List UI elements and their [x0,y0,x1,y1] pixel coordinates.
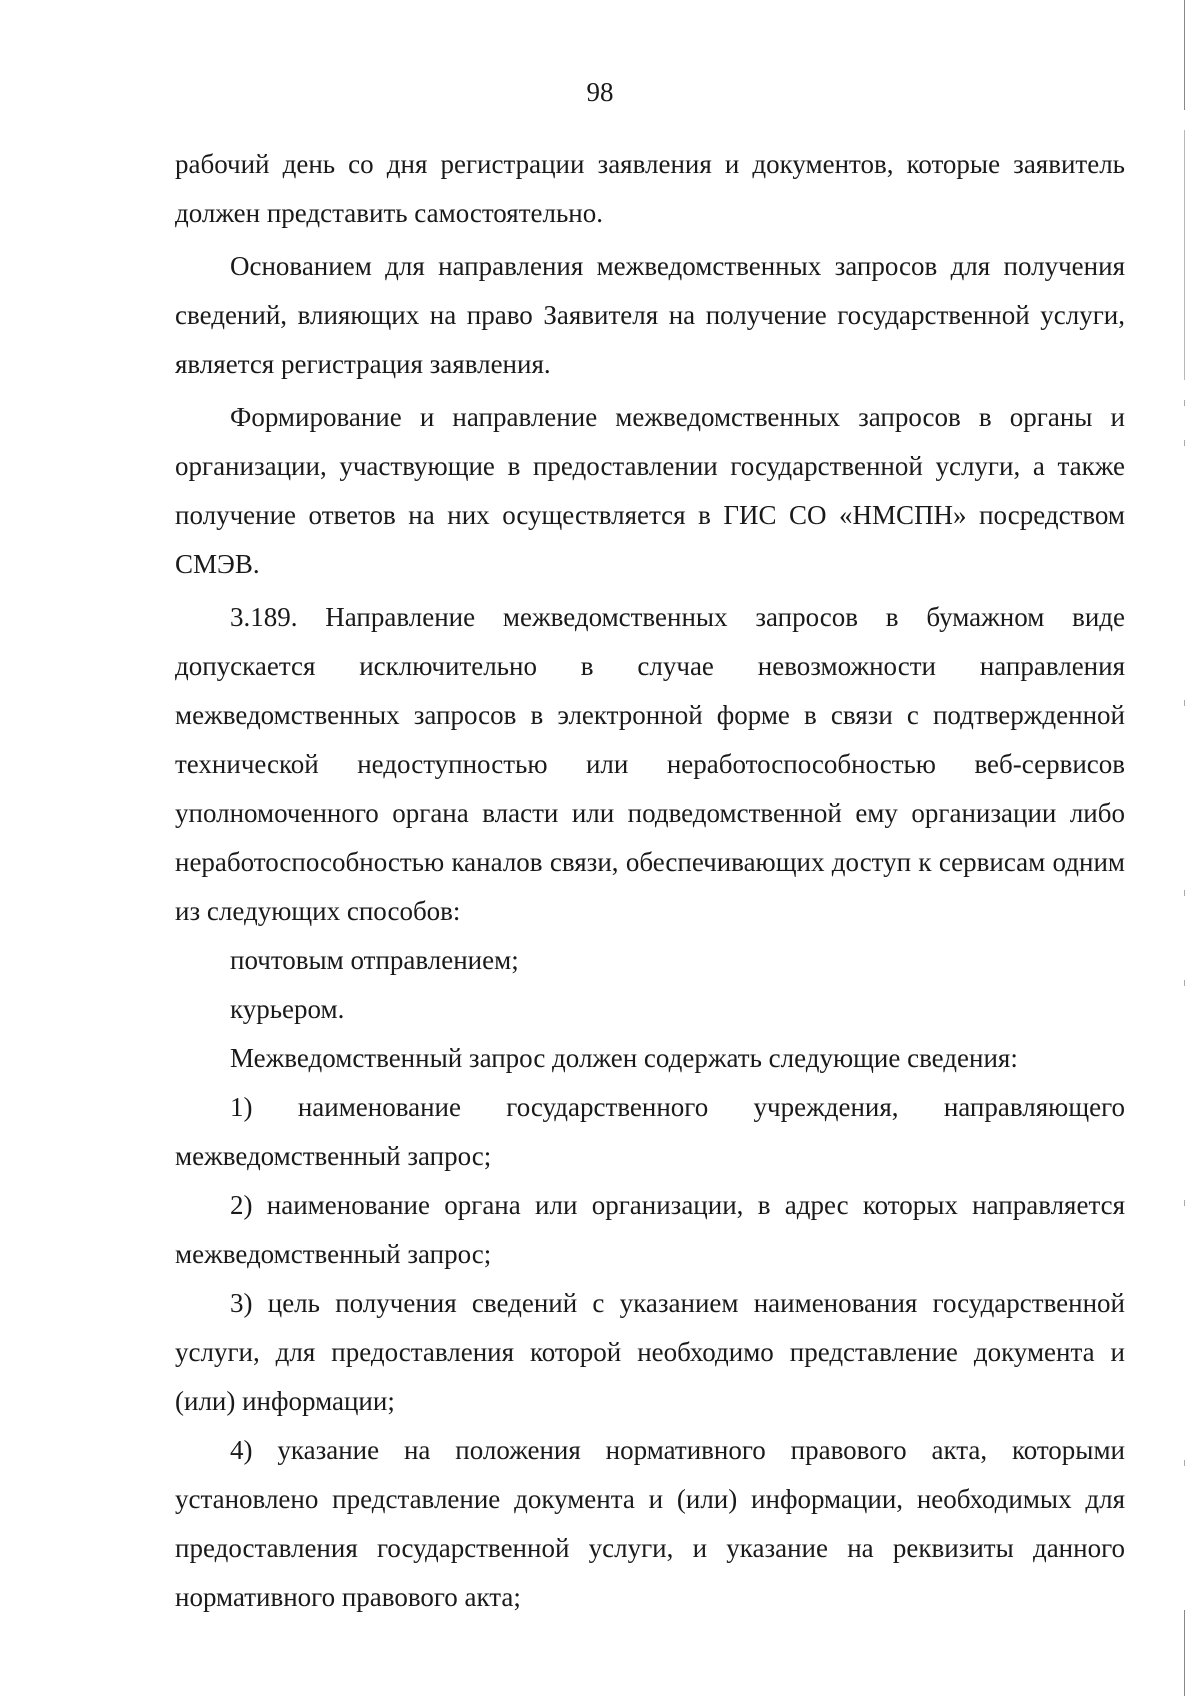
list-item: 3) цель получения сведений с указанием наименования государственной услуги, для предоставления которой необходимо представление документа и (или) информации; [175,1288,1125,1416]
scan-edge-mark [1184,890,1185,896]
paragraph: рабочий день со дня регистрации заявления и документов, которые заявитель должен представить самостоятельно. [175,149,1125,228]
scan-edge-line [1184,0,1185,110]
scan-edge-mark [1184,400,1185,406]
list-item: 1) наименование государственного учреждения, направляющего межведомственный запрос; [175,1092,1125,1171]
scan-edge-line [1184,130,1185,380]
paragraph: Формирование и направление межведомственных запросов в органы и организации, участвующие в предоставлении государственной услуги, а также получение ответов на них осуществляется в ГИС СО «НМСПН» посредством СМЭВ. [175,402,1125,579]
list-item: 4) указание на положения нормативного правового акта, которыми установлено представление документа и (или) информации, необходимых для предоставления государственной услуги, и указание на реквизиты данного нормативного правового акта; [175,1435,1125,1612]
page-number: 98 [586,77,614,107]
scan-edge-mark [1184,980,1185,986]
scan-edge-mark [1184,700,1185,706]
scan-edge-mark [1184,1460,1185,1466]
scan-edge-mark [1184,1200,1185,1206]
paragraph: курьером. [230,994,345,1024]
paragraph: почтовым отправлением; [230,945,519,975]
scan-edge-mark [1184,440,1185,446]
paragraph: Основанием для направления межведомственных запросов для получения сведений, влияющих на право Заявителя на получение государственной услуги, является регистрация заявления. [175,251,1125,379]
list-item: 2) наименование органа или организации, в адрес которых направляется межведомственный запрос; [175,1190,1125,1269]
scan-edge-line [1184,1610,1185,1696]
document-body [175,140,1125,1622]
paragraph: 3.189. Направление межведомственных запросов в бумажном виде допускается исключительно в случае невозможности направления межведомственных запросов в электронной форме в связи с подтвержденной технической недоступностью или неработоспособностью веб-сервисов уполномоченного органа власти или подведомственной ему организации либо неработоспособностью каналов связи, обеспечивающих доступ к сервисам одним из следующих способов: [175,602,1125,926]
paragraph: Межведомственный запрос должен содержать следующие сведения: [230,1043,1018,1073]
